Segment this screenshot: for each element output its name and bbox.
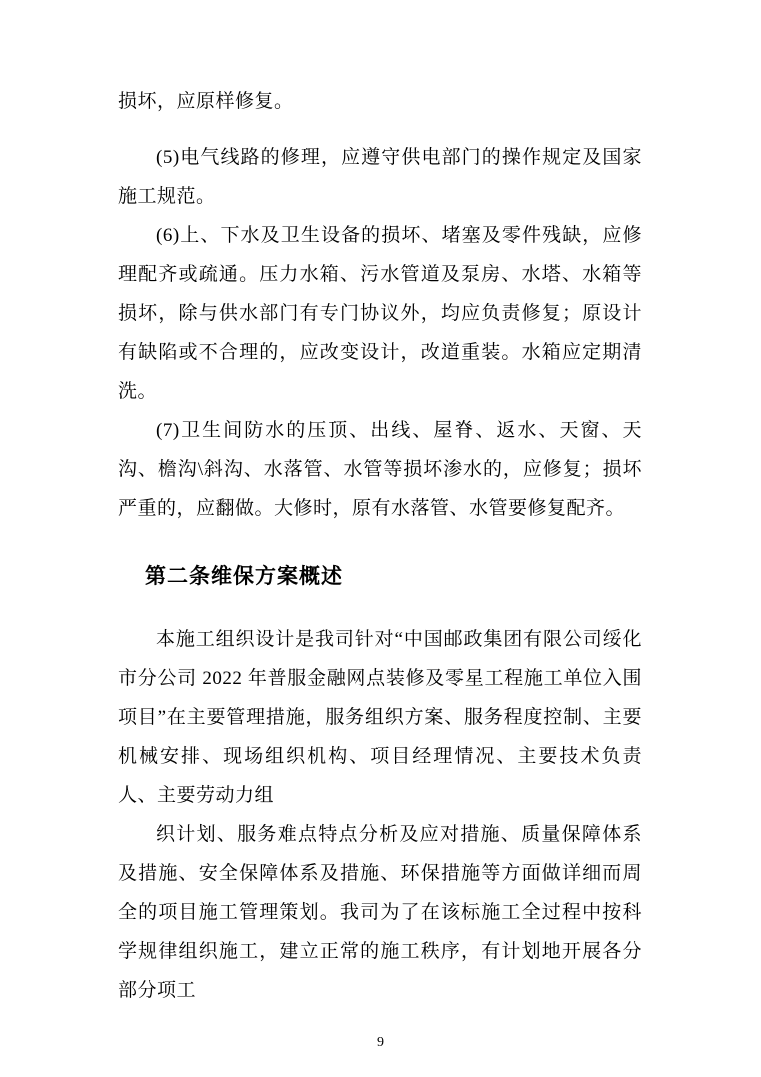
paragraph-item-5: (5)电气线路的修理，应遵守供电部门的操作规定及国家施工规范。 (118, 147, 642, 207)
paragraph-item-6: (6)上、下水及卫生设备的损坏、堵塞及零件残缺，应修理配齐或疏通。压力水箱、污水管道及泵房、水塔、水箱等损坏，除与供水部门有专门协议外，均应负责修复；原设计有缺陷或不合理的，应改变设计，改道重装。水箱应定期清洗。 (118, 225, 642, 402)
section-heading: 第二条维保方案概述 (145, 565, 343, 588)
paragraph-continuation: 损坏，应原样修复。 (118, 91, 294, 112)
page-number: 9 (377, 1035, 384, 1050)
document-body (118, 82, 642, 1010)
paragraph-intro-1: 本施工组织设计是我司针对“中国邮政集团有限公司绥化市分公司 2022 年普服金融网点装修及零星工程施工单位入围项目”在主要管理措施，服务组织方案、服务程度控制、主要机械安排、现场组织机构、项目经理情况、主要技术负责人、主要劳动力组 (118, 629, 642, 806)
paragraph-intro-2: 织计划、服务难点特点分析及应对措施、质量保障体系及措施、安全保障体系及措施、环保措施等方面做详细而周全的项目施工管理策划。我司为了在该标施工全过程中按科学规律组织施工，建立正常的施工秩序，有计划地开展各分部分项工 (118, 824, 642, 1001)
paragraph-item-7: (7)卫生间防水的压顶、出线、屋脊、返水、天窗、天沟、檐沟\斜沟、水落管、水管等损坏渗水的，应修复；损坏严重的，应翻做。大修时，原有水落管、水管要修复配齐。 (118, 420, 642, 519)
